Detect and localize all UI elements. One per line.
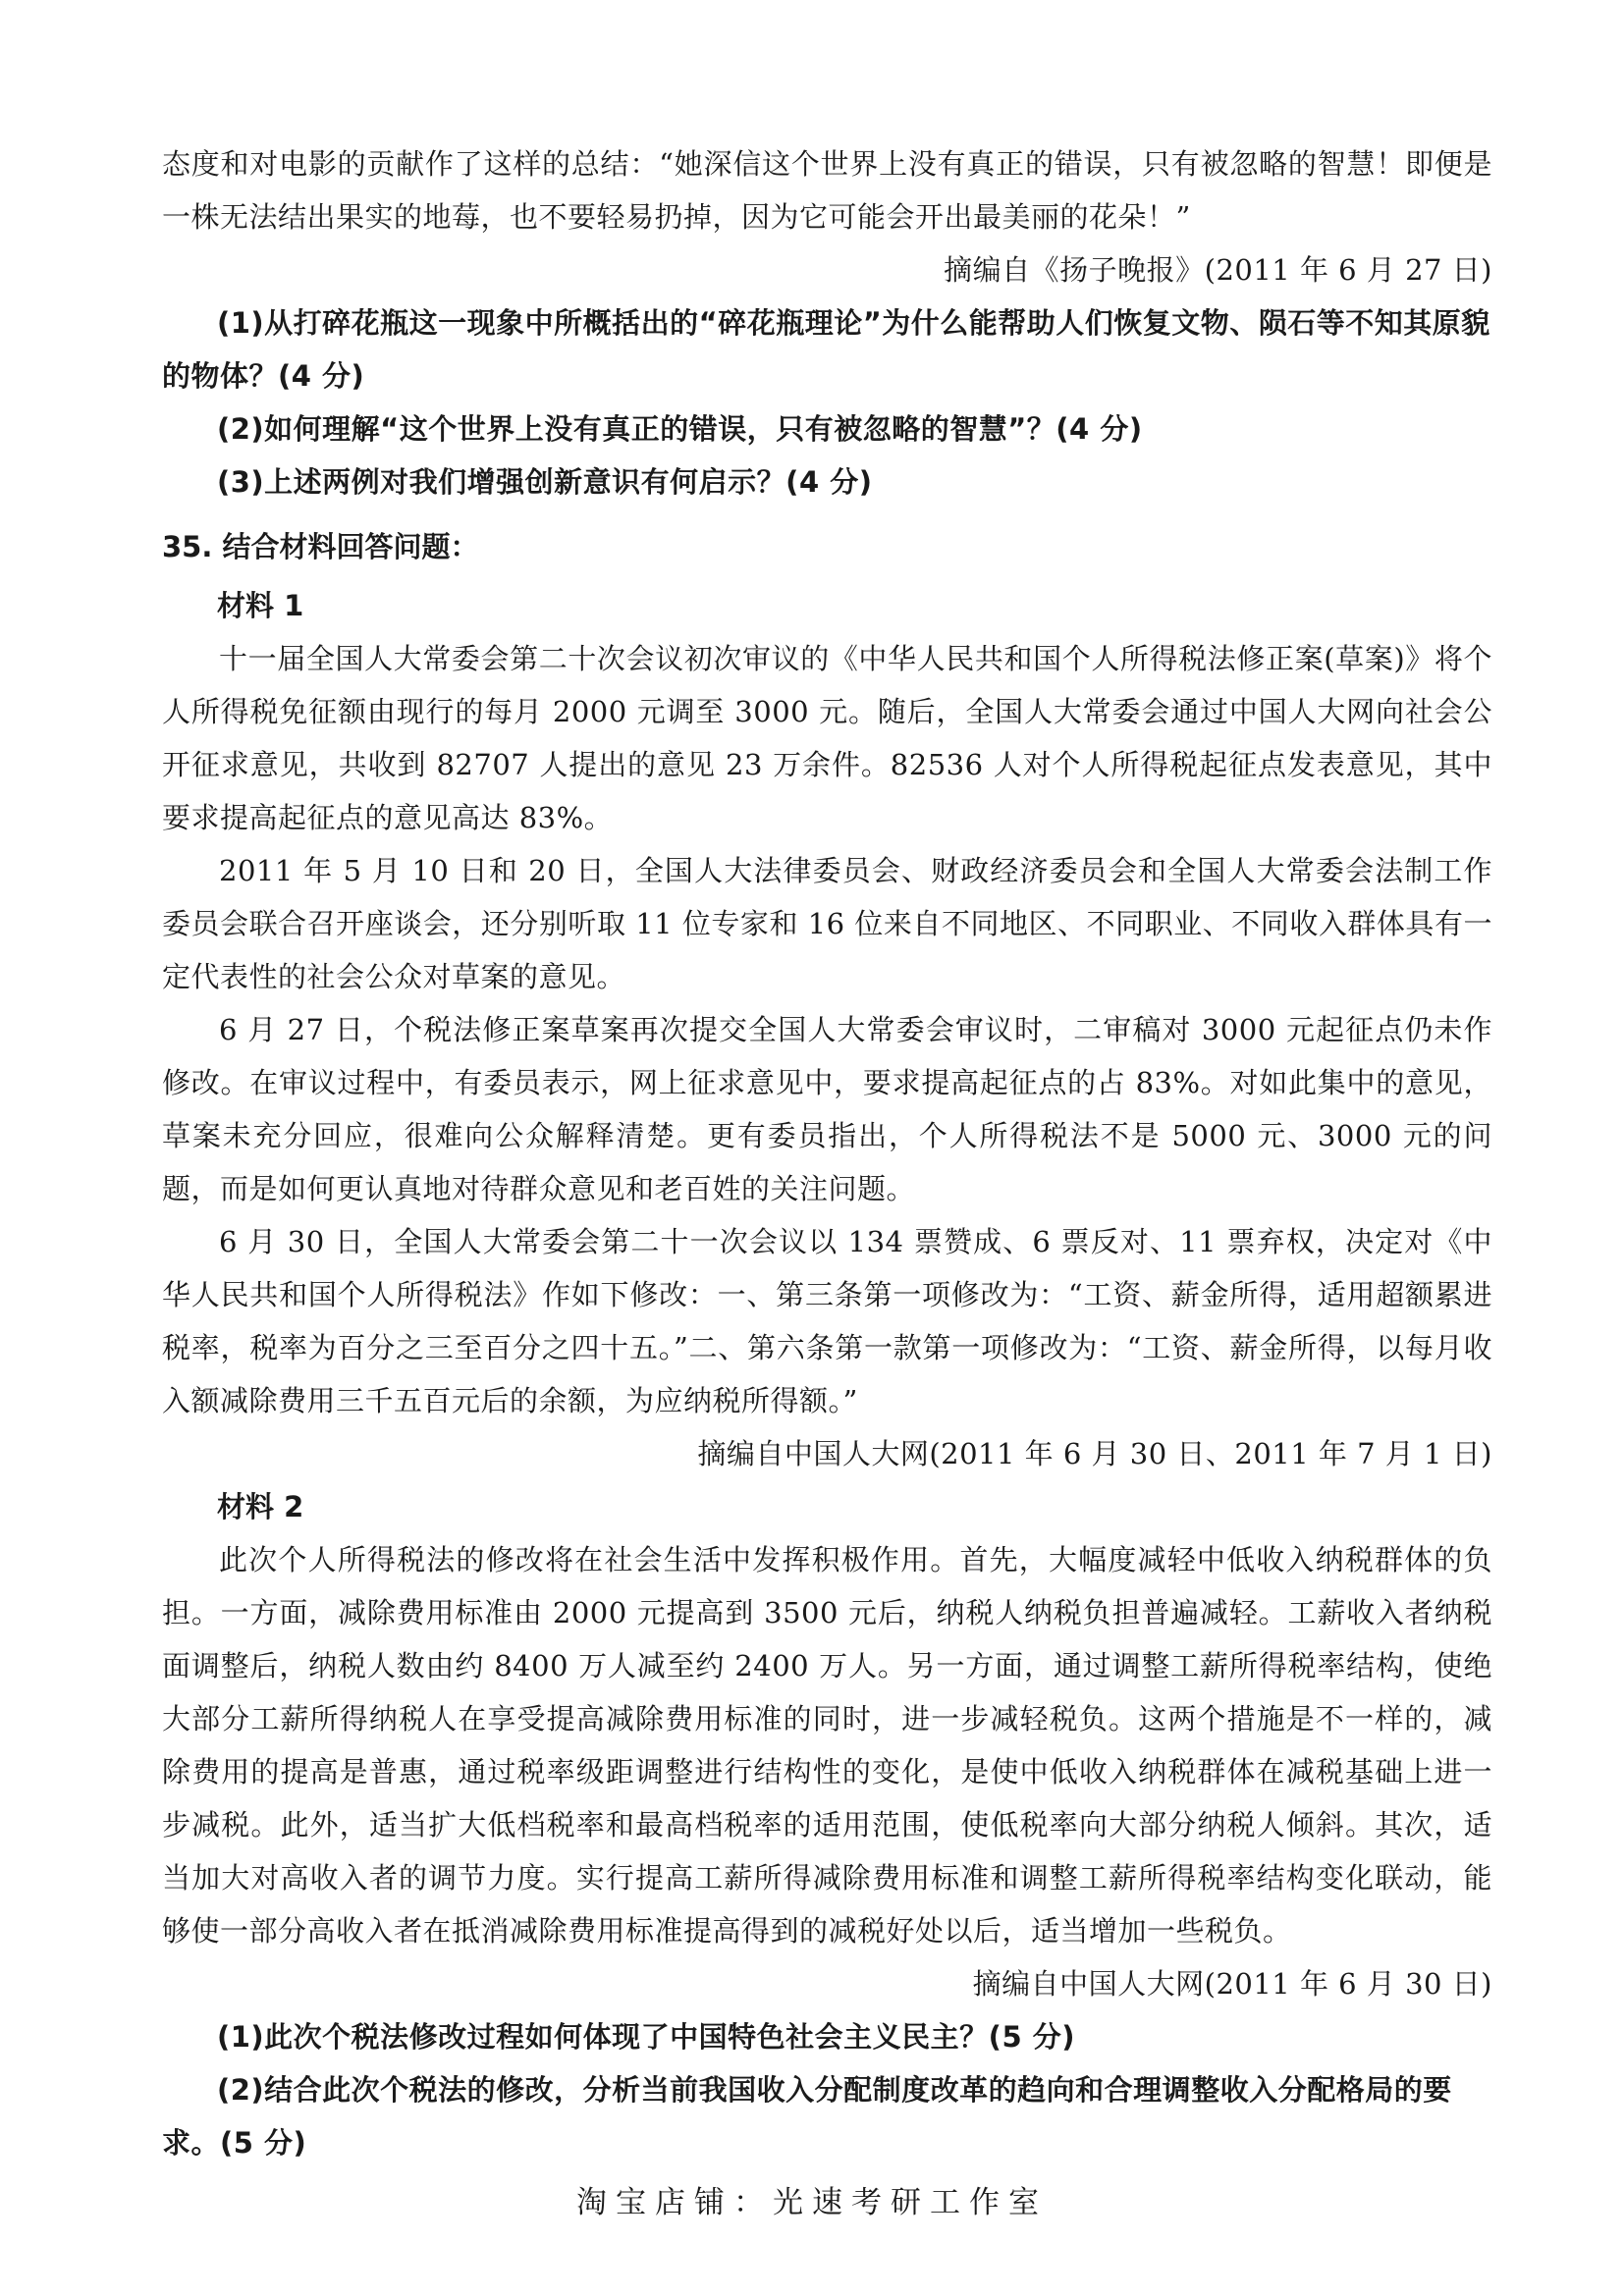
material-1-paragraph: 十一届全国人大常委会第二十次会议初次审议的《中华人民共和国个人所得税法修正案(草案)》将个人所得税免征额由现行的每月 2000 元调至 3000 元。随后，全国人大常委会通过中国人大网向社会公开征求意见，共收到 82707 人提出的意见 23 万余件。82536 人对个人所得税起征点发表意见，其中要求提高起征点的意见高达 83%。 bbox=[162, 642, 1492, 834]
material-1-source: 摘编自中国人大网(2011 年 6 月 30 日、2011 年 7 月 1 日) bbox=[697, 1437, 1492, 1470]
material-2-source: 摘编自中国人大网(2011 年 6 月 30 日) bbox=[972, 1967, 1492, 2001]
material-1-paragraph: 2011 年 5 月 10 日和 20 日，全国人大法律委员会、财政经济委员会和全国人大常委会法制工作委员会联合召开座谈会，还分别听取 11 位专家和 16 位来自不同地区、不同职业、不同收入群体具有一定代表性的社会公众对草案的意见。 bbox=[162, 854, 1492, 993]
material-1-label: 材料 1 bbox=[217, 589, 304, 622]
q35-heading: 35. 结合材料回答问题： bbox=[162, 530, 479, 563]
q34-question-3: (3)上述两例对我们增强创新意识有何启示？(4 分) bbox=[217, 465, 873, 499]
material-1-paragraph: 6 月 27 日，个税法修正案草案再次提交全国人大常委会审议时，二审稿对 3000 元起征点仍未作修改。在审议过程中，有委员表示，网上征求意见中，要求提高起征点的占 83%。对如此集中的意见，草案未充分回应，很难向公众解释清楚。更有委员指出，个人所得税法不是 5000 元、3000 元的问题，而是如何更认真地对待群众意见和老百姓的关注问题。 bbox=[162, 1013, 1492, 1205]
q34-question-1: (1)从打碎花瓶这一现象中所概括出的“碎花瓶理论”为什么能帮助人们恢复文物、陨石等不知其原貌的物体？(4 分) bbox=[162, 306, 1490, 393]
exam-page bbox=[162, 137, 1492, 2169]
q35-question-2: (2)结合此次个税法的修改，分析当前我国收入分配制度改革的趋向和合理调整收入分配格局的要求。(5 分) bbox=[162, 2073, 1452, 2160]
page-footer: 淘宝店铺：光速考研工作室 bbox=[576, 2185, 1048, 2220]
material-2-label: 材料 2 bbox=[217, 1490, 304, 1523]
q34-source: 摘编自《扬子晚报》(2011 年 6 月 27 日) bbox=[944, 253, 1492, 287]
material-1-paragraph: 6 月 30 日，全国人大常委会第二十一次会议以 134 票赞成、6 票反对、11 票弃权，决定对《中华人民共和国个人所得税法》作如下修改：一、第三条第一项修改为：“工资、薪金所得，适用超额累进税率，税率为百分之三至百分之四十五。”二、第六条第一款第一项修改为：“工资、薪金所得，以每月收入额减除费用三千五百元后的余额，为应纳税所得额。” bbox=[162, 1225, 1492, 1417]
q34-closing-paragraph: 态度和对电影的贡献作了这样的总结：“她深信这个世界上没有真正的错误，只有被忽略的智慧！即便是一株无法结出果实的地莓，也不要轻易扔掉，因为它可能会开出最美丽的花朵！” bbox=[162, 147, 1492, 234]
q35-question-1: (1)此次个税法修改过程如何体现了中国特色社会主义民主？(5 分) bbox=[217, 2020, 1075, 2054]
q34-question-2: (2)如何理解“这个世界上没有真正的错误，只有被忽略的智慧”？(4 分) bbox=[217, 412, 1143, 446]
material-2-paragraph: 此次个人所得税法的修改将在社会生活中发挥积极作用。首先，大幅度减轻中低收入纳税群体的负担。一方面，减除费用标准由 2000 元提高到 3500 元后，纳税人纳税负担普遍减轻。工薪收入者纳税面调整后，纳税人数由约 8400 万人减至约 2400 万人。另一方面，通过调整工薪所得税率结构，使绝大部分工薪所得纳税人在享受提高减除费用标准的同时，进一步减轻税负。这两个措施是不一样的，减除费用的提高是普惠，通过税率级距调整进行结构性的变化，是使中低收入纳税群体在减税基础上进一步减税。此外，适当扩大低档税率和最高档税率的适用范围，使低税率向大部分纳税人倾斜。其次，适当加大对高收入者的调节力度。实行提高工薪所得减除费用标准和调整工薪所得税率结构变化联动，能够使一部分高收入者在抵消减除费用标准提高得到的减税好处以后，适当增加一些税负。 bbox=[162, 1543, 1492, 1948]
